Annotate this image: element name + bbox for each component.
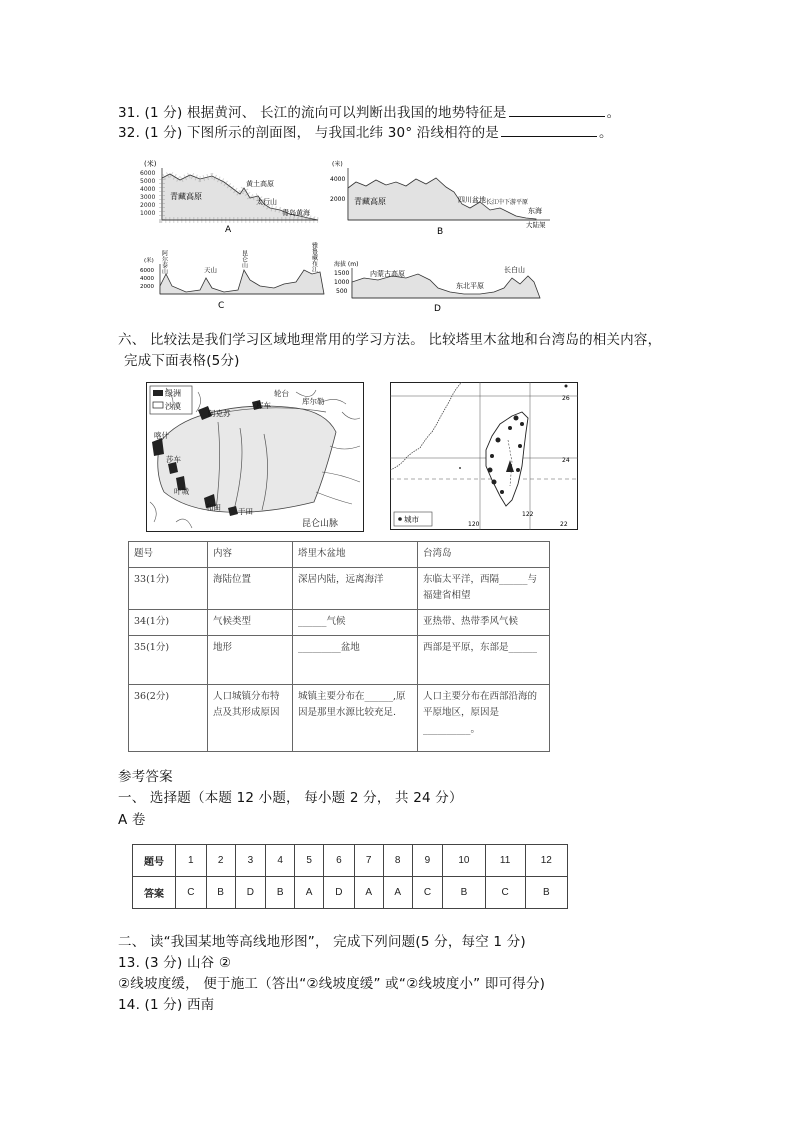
profile-b-label: 长江中下游平原 — [486, 199, 529, 206]
table-cell: 36(2分) — [129, 684, 208, 751]
place-hotan: 和田 — [206, 503, 221, 512]
profile-d-label: 长白山 — [504, 266, 525, 274]
table-cell: 东临太平洋，西隔______与福建省相望 — [418, 567, 550, 609]
lon-label-122: 122 — [522, 511, 534, 518]
question-number: 10 — [443, 845, 485, 877]
profile-c-label: 阿尔泰山 — [160, 250, 168, 274]
answer-value: C — [485, 877, 525, 909]
lat-label-22: 22 — [560, 521, 568, 528]
table-cell: 人口主要分布在西部沿海的平原地区，原因是__________。 — [418, 684, 550, 751]
answer-value: D — [235, 877, 266, 909]
question-32 — [118, 121, 613, 141]
answer-table-header: 答案 — [133, 877, 176, 909]
profile-d — [334, 258, 546, 314]
profile-b-label: 东海 — [528, 207, 542, 215]
table-cell: 海陆位置 — [208, 567, 293, 609]
table-row — [129, 684, 550, 751]
answer-value: B — [525, 877, 567, 909]
answer-value: B — [266, 877, 295, 909]
question-32-text: 32. (1 分) 下图所示的剖面图， 与我国北纬 30° 沿线相符的是 — [118, 125, 499, 141]
profile-a-tick: 6000 — [140, 170, 156, 177]
answer-value: C — [176, 877, 207, 909]
place-korla: 库尔勒 — [302, 397, 325, 406]
answer-table-header: 题号 — [133, 845, 176, 877]
profile-b-letter: B — [437, 227, 444, 236]
profile-c-label: 昆仑山 — [240, 250, 248, 268]
answers-part1: 一、 选择题（本题 12 小题， 每小题 2 分， 共 24 分） — [118, 790, 463, 806]
table-row — [129, 635, 550, 684]
profile-c-label: 雅鲁藏布江 — [310, 242, 318, 272]
profile-d-tick: 500 — [336, 288, 348, 295]
table-cell: 35(1分) — [129, 635, 208, 684]
profile-a-tick: 4000 — [140, 186, 156, 193]
profile-d-tick: 1500 — [334, 270, 350, 277]
profile-a — [140, 158, 320, 236]
answers-volume: A 卷 — [118, 812, 146, 828]
question-number: 7 — [354, 845, 383, 877]
table-cell: 33(1分) — [129, 567, 208, 609]
profile-a-tick: 5000 — [140, 178, 156, 185]
place-shache: 莎车 — [166, 455, 181, 464]
tarim-basin-map — [146, 382, 364, 532]
answer-value: A — [295, 877, 324, 909]
profile-b-label: 青藏高原 — [354, 197, 386, 206]
table-cell: 人口城镇分布特点及其形成原因 — [208, 684, 293, 751]
profile-a-label: 太行山 — [256, 198, 277, 206]
table-header: 题号 — [129, 542, 208, 568]
profile-b-label: 大陆架 — [526, 221, 546, 229]
lat-label-26: 26 — [562, 395, 570, 402]
lon-label-120: 120 — [468, 521, 480, 528]
table-row — [129, 609, 550, 635]
question-32-end: 。 — [598, 125, 613, 141]
answer-blank-32[interactable] — [501, 124, 597, 137]
table-header: 塔里木盆地 — [293, 542, 418, 568]
question-number: 1 — [176, 845, 207, 877]
answer-value: D — [324, 877, 355, 909]
oasis-legend-icon — [153, 390, 163, 396]
place-kashgar: 喀什 — [154, 431, 169, 440]
table-cell: 亚热带、热带季风气候 — [418, 609, 550, 635]
question-number: 9 — [412, 845, 443, 877]
comparison-table — [128, 541, 550, 752]
profile-c-tick: 4000 — [140, 276, 154, 282]
profile-a-tick: 2000 — [140, 202, 156, 209]
answer-13: 13. (3 分) 山谷 ② — [118, 955, 232, 971]
profile-c-label: 天山 — [204, 266, 217, 274]
question-number: 5 — [295, 845, 324, 877]
answers-part2: 二、 读“我国某地等高线地形图”， 完成下列问题(5 分，每空 1 分) — [118, 934, 526, 950]
legend-desert: 沙漠 — [165, 402, 181, 411]
legend-city: 城市 — [404, 515, 419, 524]
profile-a-ticks — [140, 170, 155, 217]
question-31-text: 31. (1 分) 根据黄河、 长江的流向可以判断出我国的地势特征是 — [118, 105, 507, 121]
table-cell: 气候类型 — [208, 609, 293, 635]
answer-13-detail: ②线坡度缓， 便于施工（答出“②线坡度缓” 或“②线坡度小” 即可得分) — [118, 976, 546, 992]
place-yecheng: 叶城 — [174, 487, 189, 496]
lat-label-24: 24 — [562, 457, 570, 464]
profile-c-letter: C — [218, 301, 225, 311]
profile-b-unit: (米) — [332, 161, 343, 168]
question-31-end: 。 — [606, 105, 621, 121]
profile-a-label: 青岛黄海 — [282, 209, 310, 217]
table-cell: 城镇主要分布在______,原因是那里水源比较充足. — [293, 684, 418, 751]
place-aksu: 阿克苏 — [208, 409, 231, 418]
profile-c-tick: 2000 — [140, 284, 154, 290]
legend-oasis: 绿洲 — [165, 389, 181, 398]
table-cell: 34(1分) — [129, 609, 208, 635]
question-number: 12 — [525, 845, 567, 877]
profile-d-label: 内蒙古高原 — [370, 270, 405, 278]
table-cell: ______气候 — [293, 609, 418, 635]
place-luntai: 轮台 — [274, 389, 289, 398]
answer-value: B — [206, 877, 235, 909]
question-31 — [118, 101, 620, 121]
answer-value-row — [133, 877, 568, 909]
table-header: 台湾岛 — [418, 542, 550, 568]
section6-intro-2: 完成下面表格(5分) — [124, 353, 240, 369]
place-kunlun-mountains: 昆仑山脉 — [302, 519, 339, 529]
question-number: 6 — [324, 845, 355, 877]
table-cell: 西部是平原，东部是______ — [418, 635, 550, 684]
answer-value: A — [354, 877, 383, 909]
profile-a-letter: A — [225, 225, 232, 235]
table-cell: _________盆地 — [293, 635, 418, 684]
profile-c-unit: (米) — [144, 258, 154, 264]
profile-a-unit: (米) — [144, 160, 157, 168]
profile-a-tick: 3000 — [140, 194, 156, 201]
answer-number-row — [133, 845, 568, 877]
answer-value: C — [412, 877, 443, 909]
question-number: 2 — [206, 845, 235, 877]
profile-b — [330, 158, 558, 236]
question-number: 4 — [266, 845, 295, 877]
profile-b-tick: 4000 — [330, 176, 346, 183]
profile-b-tick: 2000 — [330, 196, 346, 203]
profile-a-label: 青藏高原 — [170, 192, 202, 201]
profile-d-letter: D — [434, 304, 441, 314]
answer-blank-31[interactable] — [509, 104, 605, 117]
table-cell: 深居内陆，远离海洋 — [293, 567, 418, 609]
profile-c — [140, 242, 328, 312]
profile-d-unit: 海拔 (m) — [334, 261, 359, 268]
answer-table — [132, 844, 568, 909]
profile-b-label: 四川盆地 — [458, 196, 486, 204]
profile-d-label: 东北平原 — [456, 282, 484, 290]
answers-title: 参考答案 — [118, 769, 173, 785]
table-header: 内容 — [208, 542, 293, 568]
answer-value: B — [443, 877, 485, 909]
table-cell: 地形 — [208, 635, 293, 684]
taklimakan-desert — [158, 406, 336, 512]
place-yutian: 于田 — [238, 507, 253, 516]
profile-c-tick: 6000 — [140, 268, 154, 274]
answer-value: A — [383, 877, 412, 909]
profile-d-tick: 1000 — [334, 279, 350, 286]
question-number: 8 — [383, 845, 412, 877]
city-legend-icon — [398, 517, 402, 521]
taiwan-map — [390, 382, 578, 530]
table-header-row — [129, 542, 550, 568]
profile-a-label: 黄土高原 — [246, 180, 274, 188]
question-number: 11 — [485, 845, 525, 877]
profile-a-tick: 1000 — [140, 210, 156, 217]
table-row — [129, 567, 550, 609]
answer-14: 14. (1 分) 西南 — [118, 997, 215, 1013]
place-kuqa: 库车 — [256, 401, 271, 410]
section6-intro: 六、 比较法是我们学习区域地理常用的学习方法。 比较塔里木盆地和台湾岛的相关内容， — [118, 332, 662, 348]
desert-legend-icon — [153, 402, 163, 408]
question-number: 3 — [235, 845, 266, 877]
